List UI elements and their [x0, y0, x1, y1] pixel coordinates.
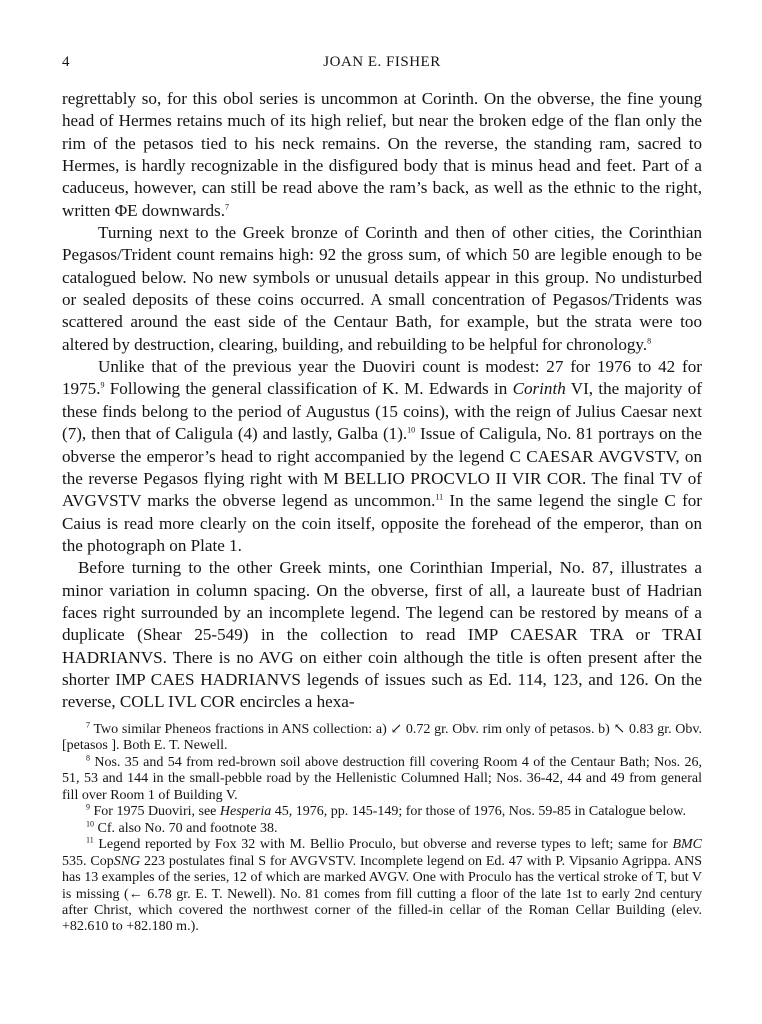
paragraph: Before turning to the other Greek mints, one Corinthian Imperial, No. 87, illustrates a minor variation in column spacing. On the obverse, first of all, a laureate bust of Hadrian faces right surrounded by an incomplete legend. The legend can be restored by means of a duplicate (Shear 25-549) in the collection to read IMP CAESAR TRA or TRAI HADRIANVS. There is no AVG on either coin although the title is often present after the shorter IMP CAES HADRIANVS legends of issues such as Ed. 114, 123, and 126. On the reverse, COLL IVL COR encircles a hexa- [62, 558, 702, 712]
footnote-ref: 8 [647, 336, 652, 346]
footnote-ref: 10 [407, 425, 416, 435]
footnote: $^8$ Nos. 35 and 54 from red-brown soil above destruction fill covering Room 4 of the Centaur Bath; Nos. 26, 51, 53 and 144 in the small-pebble road by the Hellenistic Columned Hall; Nos. 36-42, 44 and 49 from general fill over Room 1 of Building V. [62, 753, 702, 803]
footnotes [62, 722, 702, 936]
footnote-ref: 11 [435, 492, 444, 502]
footnote-number: 11 [86, 835, 94, 845]
footnote: $^{10}$ Cf. also No. 70 and footnote 38. [86, 819, 278, 836]
footnote-number: 10 [86, 819, 94, 829]
page-number: 4 [62, 54, 70, 70]
footnote-number: 9 [86, 802, 90, 812]
footnote: $^7$ Two similar Pheneos fractions in ANS collection: a) ↙ 0.72 gr. Obv. rim only of petasos. b) ↖ 0.83 gr. Obv. [petasos ]. Both E. T. Newell. [62, 720, 702, 754]
footnote: $^9$ For 1975 Duoviri, see Hesperia 45, 1976, pp. 145-149; for those of 1976, Nos. 59-85 in Catalogue below. [86, 802, 686, 820]
footnote: $^{11}$ Legend reported by Fox 32 with M. Bellio Proculo, but obverse and reverse types to left; same for BMC 535. CopSNG 223 postulates final S for AVGVSTV. Incomplete legend on Ed. 47 with P. Vipsanio Agrippa. ANS has 13 examples of the series, 12 of which are marked AVGV. One with Proculo has the vertical stroke of T, but V is missing (← 6.78 gr. E. T. Newell). No. 81 comes from fill cutting a floor of the late 1st to early 2nd century after Christ, which covered the northwest corner of the filled-in cellar of the Roman Cellar Building (elev. +82.610 to +82.180 m.). [62, 835, 702, 935]
footnote-number: 8 [86, 753, 90, 763]
running-head: JOAN E. FISHER [323, 54, 441, 70]
footnote-number: 7 [86, 720, 90, 730]
page-header [62, 54, 702, 76]
paragraph: Unlike that of the previous year the Duoviri count is modest: 27 for 1976 to 42 for 1975.$^9$ Following the general classification of K. M. Edwards in Corinth VI, the majority of these finds belong to the period of Augustus (15 coins), with the reign of Julius Caesar next (7), then that of Caligula (4) and lastly, Galba (1).$^{10}$ Issue of Caligula, No. 81 portrays on the obverse the emperor’s head to right accompanied by the legend C CAESAR AVGVSTV, on the reverse Pegasos flying right with M BELLIO PROCVLO II VIR COR. The final TV of AVGVSTV marks the obverse legend as uncommon.$^{11}$ In the same legend the single C for Caius is read more clearly on the coin itself, opposite the forehead of the emperor, than on the photograph on Plate 1. [62, 357, 703, 555]
paragraph: Turning next to the Greek bronze of Corinth and then of other cities, the Corinthian Pegasos/Trident count remains high: 92 the gross sum, of which 50 are legible enough to be catalogued below. No new symbols or unusual details appear in this group. No undisturbed or sealed deposits of these coins occurred. A small concentration of Pegasos/Tridents was scattered around the east side of the Centaur Bath, for example, but the strata were too altered by destruction, clearing, building, and rebuilding to be helpful for chronology.$^8$ [62, 223, 702, 354]
footnote-ref: 7 [224, 202, 229, 212]
paragraph: regrettably so, for this obol series is uncommon at Corinth. On the obverse, the fine young head of Hermes retains much of its high relief, but near the broken edge of the flan only the rim of the petasos tied to his neck remains. On the reverse, the standing ram, sacred to Hermes, is hardly recognizable in the disfigured body that is minus head and feet. Part of a caduceus, however, can still be read above the ram’s back, as well as the ethnic to the right, written ΦE downwards.$^7$ [62, 89, 702, 220]
body-text [62, 88, 702, 714]
footnote-ref: 9 [100, 380, 105, 390]
